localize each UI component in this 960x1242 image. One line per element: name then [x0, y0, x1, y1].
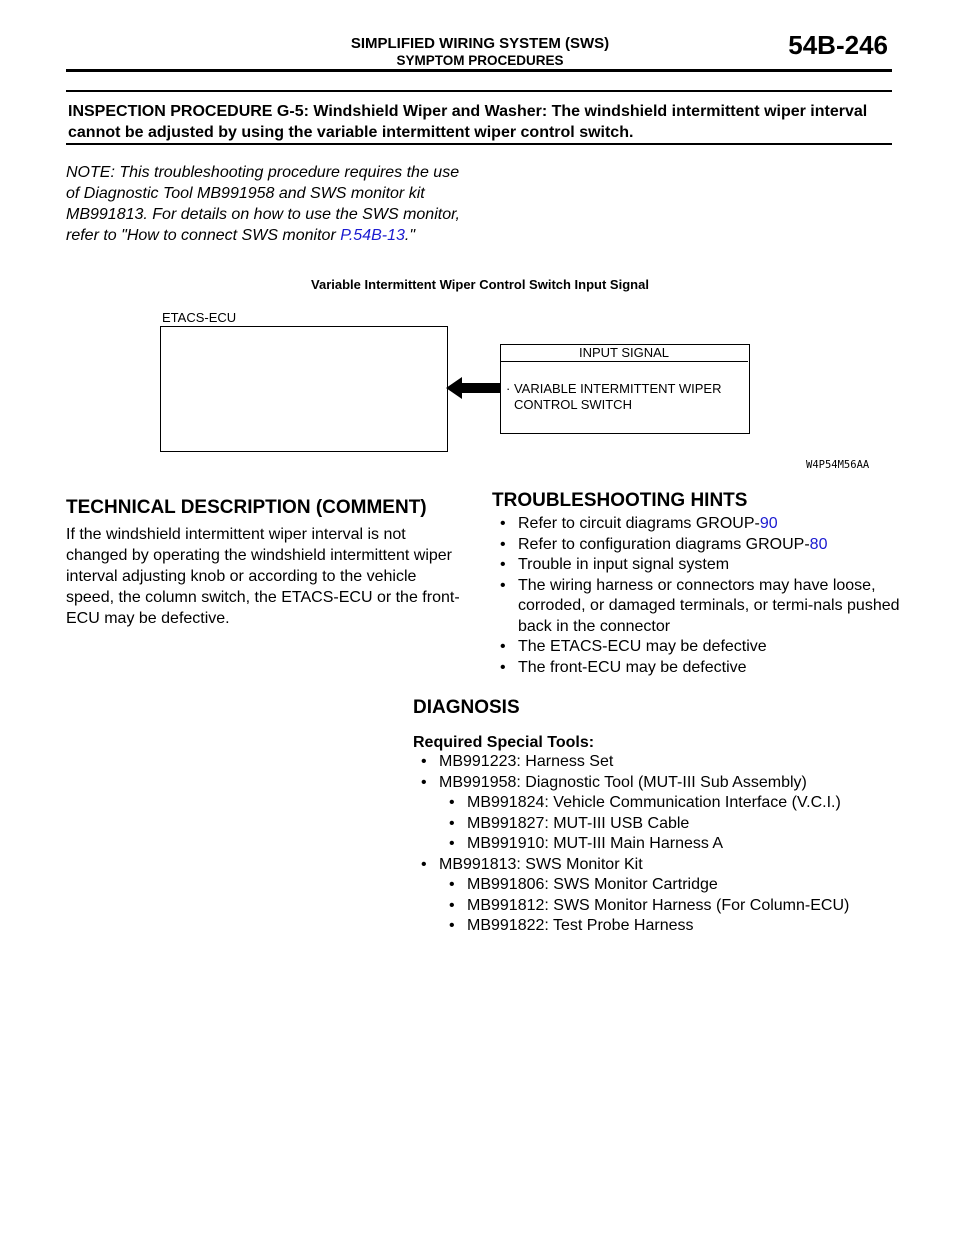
bullet-icon: • [500, 556, 506, 573]
tool-text: MB991806: SWS Monitor Cartridge [467, 876, 718, 893]
bullet-icon: • [421, 773, 427, 791]
title-top-rule [66, 90, 892, 92]
hint-text: Refer to configuration diagrams GROUP- [518, 535, 810, 553]
hint-text: Trouble in input signal system [518, 556, 730, 573]
technical-description-heading: TECHNICAL DESCRIPTION (COMMENT) [66, 497, 427, 518]
tool-text: MB991813: SWS Monitor Kit [439, 855, 643, 873]
hint-item [492, 514, 902, 535]
note-suffix: ." [404, 227, 416, 244]
input-signal-item-line1: · VARIABLE INTERMITTENT WIPER [506, 381, 722, 396]
page-number: 54B-246 [788, 30, 888, 60]
input-signal-item [506, 381, 721, 413]
figure-id: W4P54M56AA [806, 459, 870, 471]
hint-text: The front-ECU may be defective [518, 658, 747, 676]
page-header-subtitle: SYMPTOM PROCEDURES [396, 53, 564, 68]
ecu-box [160, 326, 448, 452]
hint-item [492, 658, 902, 679]
bullet-icon: • [421, 753, 427, 770]
bullet-icon: • [449, 835, 455, 852]
bullet-icon: • [449, 876, 455, 893]
tool-item [413, 814, 913, 835]
header-rule [66, 69, 892, 72]
bullet-icon: • [500, 658, 506, 676]
required-tools-list [413, 752, 913, 937]
bullet-icon: • [500, 576, 506, 594]
hint-item [492, 535, 902, 556]
note-text: NOTE: This troubleshooting procedure requires the use of Diagnostic Tool MB991958 and SWS monitor kit MB991813. For details on how to use the SWS monitor, refer to "How to connect SWS monitor [66, 164, 460, 244]
diagnosis-heading: DIAGNOSIS [413, 697, 520, 718]
tool-item [413, 855, 913, 876]
tool-item [413, 896, 913, 917]
group-reference-link[interactable]: 80 [809, 535, 828, 553]
page-header-title: SIMPLIFIED WIRING SYSTEM (SWS) [350, 35, 610, 52]
input-signal-header: INPUT SIGNAL [500, 344, 748, 362]
hint-item [492, 637, 902, 658]
required-tools-heading: Required Special Tools: [413, 734, 595, 751]
figure-caption: Variable Intermittent Wiper Control Switch Input Signal [311, 277, 649, 292]
title-bottom-rule [66, 143, 892, 145]
tool-item [413, 793, 913, 814]
troubleshooting-hints-list [492, 514, 902, 678]
ecu-label: ETACS-ECU [162, 310, 237, 325]
bullet-icon: • [449, 814, 455, 832]
note-reference-link[interactable]: P.54B-13 [340, 227, 405, 244]
bullet-icon: • [449, 794, 455, 811]
input-signal-item-line2: CONTROL SWITCH [514, 397, 632, 412]
bullet-icon: • [421, 855, 427, 873]
tool-text: MB991822: Test Probe Harness [467, 917, 694, 934]
hint-text: The ETACS-ECU may be defective [518, 638, 767, 655]
hint-text: The wiring harness or connectors may have loose, corroded, or damaged terminals, or termi-nals pushed back in the connector [518, 576, 900, 635]
group-reference-link[interactable]: 90 [759, 515, 778, 532]
note-block [66, 162, 476, 246]
troubleshooting-hints-heading: TROUBLESHOOTING HINTS [492, 490, 748, 511]
bullet-icon: • [500, 515, 506, 532]
tool-text: MB991824: Vehicle Communication Interface (V.C.I.) [467, 794, 841, 811]
bullet-icon: • [449, 896, 455, 914]
hint-item [492, 576, 902, 638]
bullet-icon: • [500, 638, 506, 655]
tool-item [413, 773, 913, 794]
tool-text: MB991910: MUT-III Main Harness A [467, 835, 724, 852]
procedure-title: INSPECTION PROCEDURE G-5: Windshield Wiper and Washer: The windshield intermittent wiper interval cannot be adjusted by using the variable intermittent wiper control switch. [68, 103, 868, 141]
tool-item [413, 916, 913, 937]
bullet-icon: • [449, 917, 455, 934]
tool-item [413, 834, 913, 855]
tool-text: MB991958: Diagnostic Tool (MUT-III Sub Assembly) [439, 773, 807, 791]
bullet-icon: • [500, 535, 506, 553]
tool-text: MB991827: MUT-III USB Cable [467, 814, 690, 832]
hint-item [492, 555, 902, 576]
tool-text: MB991812: SWS Monitor Harness (For Column-ECU) [467, 896, 850, 914]
hint-text: Refer to circuit diagrams GROUP- [518, 515, 760, 532]
technical-description-body: If the windshield intermittent wiper interval is not changed by operating the windshield intermittent wiper interval adjusting knob or according to the vehicle speed, the column switch, the ETACS-ECU or the front-ECU may be defective. [66, 526, 460, 627]
signal-arrow-icon [446, 377, 502, 399]
tool-item [413, 875, 913, 896]
tool-text: MB991223: Harness Set [439, 753, 614, 770]
tool-item [413, 752, 913, 773]
